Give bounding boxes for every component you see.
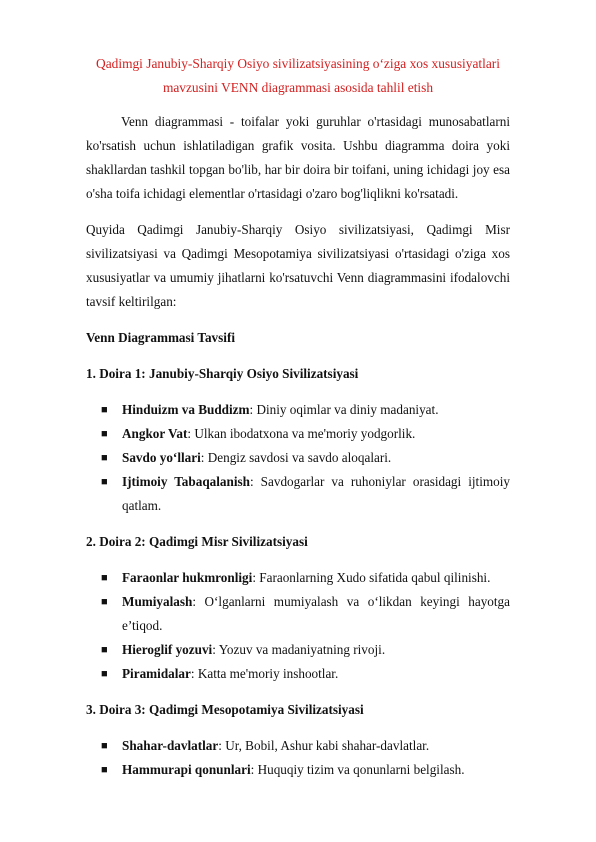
item-desc: : Savdogarlar va ruhoniylar orasidagi ijtimoiy qatlam. <box>122 474 510 513</box>
list-item <box>101 590 510 638</box>
item-term: Shahar-davlatlar <box>122 738 219 753</box>
bullet-icon: ■ <box>101 740 108 752</box>
item-desc: : Katta me'moriy inshootlar. <box>190 666 339 681</box>
title-line-1: Qadimgi Janubiy-Sharqiy Osiyo sivilizatsiyasining o‘ziga xos xususiyatlari <box>96 56 500 71</box>
item-term: Hieroglif yozuvi <box>122 642 213 657</box>
circle-2-list <box>86 566 510 686</box>
bullet-icon: ■ <box>101 644 108 656</box>
list-item <box>101 662 510 686</box>
circle-1-heading: 1. Doira 1: Janubiy-Sharqiy Osiyo Sivilizatsiyasi <box>86 366 359 381</box>
item-desc: : Diniy oqimlar va diniy madaniyat. <box>249 402 439 417</box>
item-desc: : Huquqiy tizim va qonunlarni belgilash. <box>250 762 465 777</box>
item-term: Hinduizm va Buddizm <box>122 402 250 417</box>
list-item <box>101 734 510 758</box>
bullet-icon: ■ <box>101 572 108 584</box>
item-term: Hammurapi qonunlari <box>122 762 251 777</box>
list-item <box>101 470 510 518</box>
intro-paragraph-2: Quyida Qadimgi Janubiy-Sharqiy Osiyo sivilizatsiyasi, Qadimgi Misr sivilizatsiyasi va Qadimgi Mesopotamiya sivilizatsiyasi o'rtasidagi o'ziga xos xususiyatlar va umumiy jihatlarni ko'rsatuvchi Venn diagrammasini ifodalovchi tavsif keltirilgan: <box>86 222 510 309</box>
list-item <box>101 638 510 662</box>
item-term: Faraonlar hukmronligi <box>122 570 253 585</box>
list-item <box>101 398 510 422</box>
list-item <box>101 758 510 782</box>
item-desc: : Dengiz savdosi va savdo aloqalari. <box>200 450 392 465</box>
item-term: Savdo yo‘llari <box>122 450 201 465</box>
item-desc: : O‘lganlarni mumiyalash va o‘likdan keyingi hayotga e’tiqod. <box>122 594 510 633</box>
item-desc: : Ulkan ibodatxona va me'moriy yodgorlik. <box>187 426 416 441</box>
list-item <box>101 566 510 590</box>
item-term: Mumiyalash <box>122 594 193 609</box>
intro-paragraph-1: Venn diagrammasi - toifalar yoki guruhlar o'rtasidagi munosabatlarni ko'rsatish uchun ishlatiladigan grafik vosita. Ushbu diagramma doira yoki shakllardan tashkil topgan bo'lib, har bir doira bir toifani, uning ichidagi joy esa o'sha toifa ichidagi elementlar o'rtasidagi o'zaro bog'liqlikni ko'rsatadi. <box>86 114 510 201</box>
circle-3-list <box>86 734 510 782</box>
circle-1-list <box>86 398 510 518</box>
list-item <box>101 422 510 446</box>
bullet-icon: ■ <box>101 668 108 680</box>
bullet-icon: ■ <box>101 404 108 416</box>
section-heading: Venn Diagrammasi Tavsifi <box>86 330 235 345</box>
list-item <box>101 446 510 470</box>
title-line-2: mavzusini VENN diagrammasi asosida tahlil etish <box>162 80 434 95</box>
document-title <box>86 52 510 100</box>
bullet-icon: ■ <box>101 476 108 488</box>
bullet-icon: ■ <box>101 452 108 464</box>
circle-3-heading: 3. Doira 3: Qadimgi Mesopotamiya Sivilizatsiyasi <box>86 702 364 717</box>
bullet-icon: ■ <box>101 596 108 608</box>
bullet-icon: ■ <box>101 764 108 776</box>
item-term: Ijtimoiy Tabaqalanish <box>122 474 250 489</box>
bullet-icon: ■ <box>101 428 108 440</box>
circle-2-heading: 2. Doira 2: Qadimgi Misr Sivilizatsiyasi <box>86 534 308 549</box>
item-desc: : Ur, Bobil, Ashur kabi shahar-davlatlar. <box>218 738 430 753</box>
item-term: Piramidalar <box>122 666 191 681</box>
item-desc: : Faraonlarning Xudo sifatida qabul qilinishi. <box>252 570 491 585</box>
item-desc: : Yozuv va madaniyatning rivoji. <box>212 642 386 657</box>
item-term: Angkor Vat <box>122 426 188 441</box>
